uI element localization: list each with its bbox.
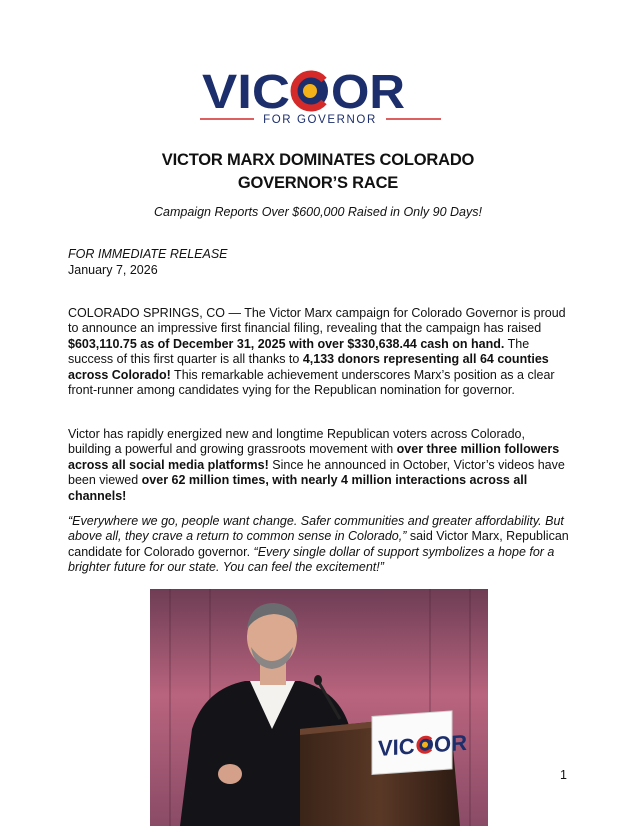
logo-wordmark	[198, 66, 443, 112]
logo-word-right: OR	[331, 66, 405, 112]
quote-attribution: said Victor Marx, Republican candidate for Colorado governor.	[68, 529, 569, 559]
campaign-logo	[198, 66, 443, 126]
p1-text-1: COLORADO SPRINGS, CO — The Victor Marx campaign for Colorado Governor is proud to announce an impressive first financial filing, revealing that the campaign has raised	[68, 306, 566, 336]
podium-flag-c-icon	[417, 736, 433, 753]
release-date: January 7, 2026	[68, 263, 158, 277]
headline-line-1: VICTOR MARX DOMINATES COLORADO	[161, 151, 475, 169]
subtitle: Campaign Reports Over $600,000 Raised in Only 90 Days!	[154, 205, 482, 219]
quote-part-1: “Everywhere we go, people want change. Safer communities and greater affordability. But above all, they crave a return to common sense in Colorado,”	[68, 514, 564, 544]
p2-bold-2: over 62 million times, with nearly 4 million interactions across all channels!	[68, 473, 528, 503]
candidate-photo	[150, 589, 488, 826]
headline-line-2: GOVERNOR’S RACE	[237, 174, 399, 192]
p1-bold-2: 4,133 donors representing all 64 counties across Colorado!	[68, 352, 549, 382]
p1-text-2: The success of this first quarter is all thanks to	[68, 336, 530, 367]
p1-bold-1: $603,110.75 as of December 31, 2025 with over $330,638.44 cash on hand.	[68, 336, 505, 351]
logo-tagline	[198, 111, 443, 127]
p2-text-1: Victor has rapidly energized new and longtime Republican voters across Colorado, building a powerful and growing grassroots movement with	[68, 427, 525, 457]
paragraph-grassroots	[68, 427, 570, 504]
paragraph-financial-filing	[68, 306, 570, 398]
page-number: 1	[560, 768, 567, 782]
colorado-flag-c-icon	[292, 73, 328, 109]
release-label: FOR IMMEDIATE RELEASE	[68, 247, 228, 261]
quote-part-2: “Every single dollar of support symbolizes a hope for a brighter future for our state. You can feel the excitement!”	[68, 544, 555, 575]
p2-text-2: Since he announced in October, Victor’s videos have been viewed	[68, 457, 565, 488]
logo-tagline-text: FOR GOVERNOR	[263, 114, 377, 126]
logo-word-left: VIC	[202, 66, 290, 112]
podium-word-left: VIC	[378, 733, 415, 762]
paragraph-quote	[68, 514, 570, 576]
p1-text-3: This remarkable achievement underscores Marx’s position as a clear front-runner among candidates vying for the Republican nomination for governor.	[68, 367, 555, 398]
podium-word-right: OR	[434, 729, 467, 758]
p2-bold-1: over three million followers across all social media platforms!	[68, 442, 560, 472]
